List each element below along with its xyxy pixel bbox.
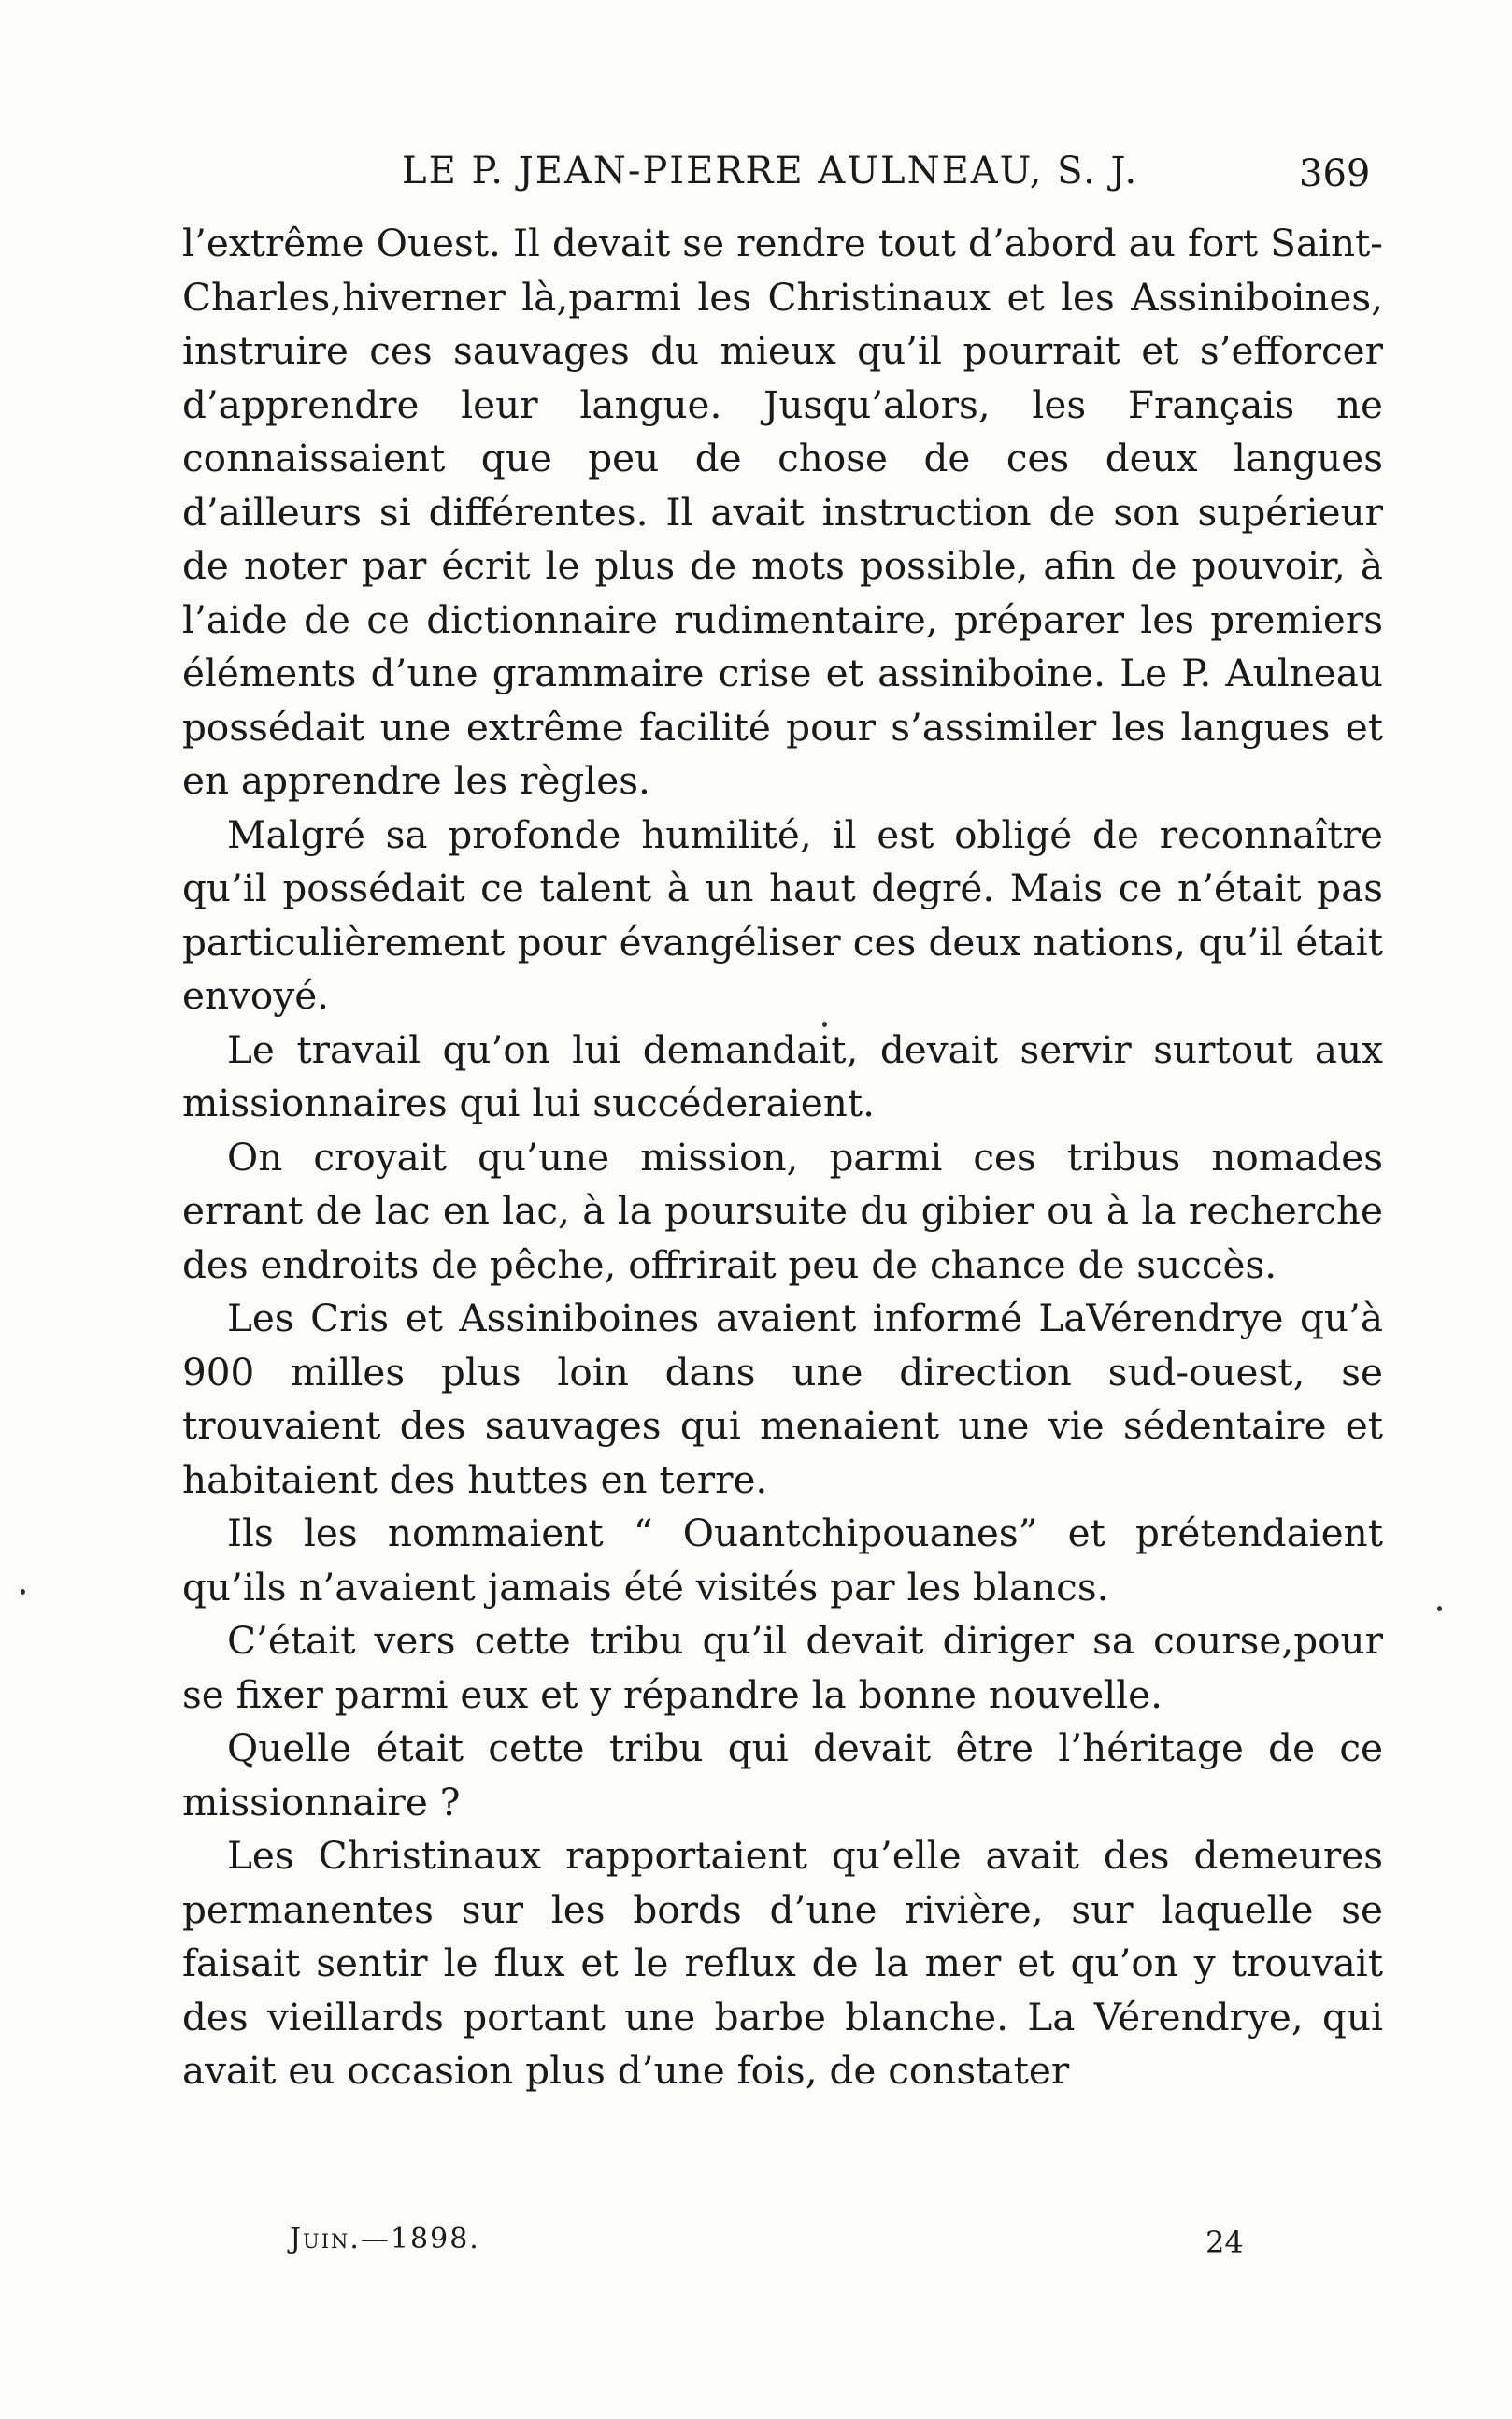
signature-mark: 24 [1205,2225,1244,2260]
paragraph: Le travail qu’on lui demandait, devait servir surtout aux missionnaires qui lui succéderaient. [182,1026,1383,1125]
paragraph: l’extrême Ouest. Il devait se rendre tout d’abord au fort Saint-Charles,hiverner là,parmi les Christinaux et les Assiniboines, instruire ces sauvages du mieux qu’il pourrait et s’efforcer d’apprendre leur langue. Jusqu’alors, les Français ne connaissaient que peu de chose de ces deux langues d’ailleurs si différentes. Il avait instruction de son supérieur de noter par écrit le plus de mots possible, afin de pouvoir, à l’aide de ce dictionnaire rudimentaire, préparer les premiers éléments d’une grammaire crise et assiniboine. Le P. Aulneau possédait une extrême facilité pour s’assimiler les langues et en apprendre les règles. [182,221,1383,803]
ink-speck [1437,1606,1442,1611]
body-text [182,217,1383,2098]
paragraph: On croyait qu’une mission, parmi ces tribus nomades errant de lac en lac, à la poursuite du gibier ou à la recherche des endroits de pêche, offrirait peu de chance de succès. [182,1134,1383,1287]
paragraph: C’était vers cette tribu qu’il devait diriger sa course,pour se fixer parmi eux et y répandre la bonne nouvelle. [182,1618,1383,1717]
paragraph: Ils les nommaient “ Ouantchipouanes” et prétendaient qu’ils n’avaient jamais été visités par les blancs. [182,1510,1383,1610]
paragraph: Quelle était cette tribu qui devait être l’héritage de ce missionnaire ? [182,1725,1383,1825]
paragraph: Malgré sa profonde humilité, il est obligé de reconnaître qu’il possédait ce talent à un haut degré. Mais ce n’était pas particulièrement pour évangéliser ces deux nations, qu’il était envoyé. [182,811,1383,1018]
ink-speck [21,1589,25,1595]
page-number: 369 [1299,152,1371,195]
running-header: LE P. JEAN-PIERRE AULNEAU, S. J. [402,150,1139,193]
footer-date: Juin.—1898. [290,2223,480,2255]
ink-speck [822,1022,827,1027]
paragraph: Les Cris et Assiniboines avaient informé LaVérendrye qu’à 900 milles plus loin dans une direction sud-ouest, se trouvaient des sauvages qui menaient une vie sédentaire et habitaient des huttes en terre. [182,1295,1383,1502]
paragraph: Les Christinaux rapportaient qu’elle avait des demeures permanentes sur les bords d’une rivière, sur laquelle se faisait sentir le flux et le reflux de la mer et qu’on y trouvait des vieillards portant une barbe blanche. La Vérendrye, qui avait eu occasion plus d’une fois, de constater [182,1833,1383,2093]
